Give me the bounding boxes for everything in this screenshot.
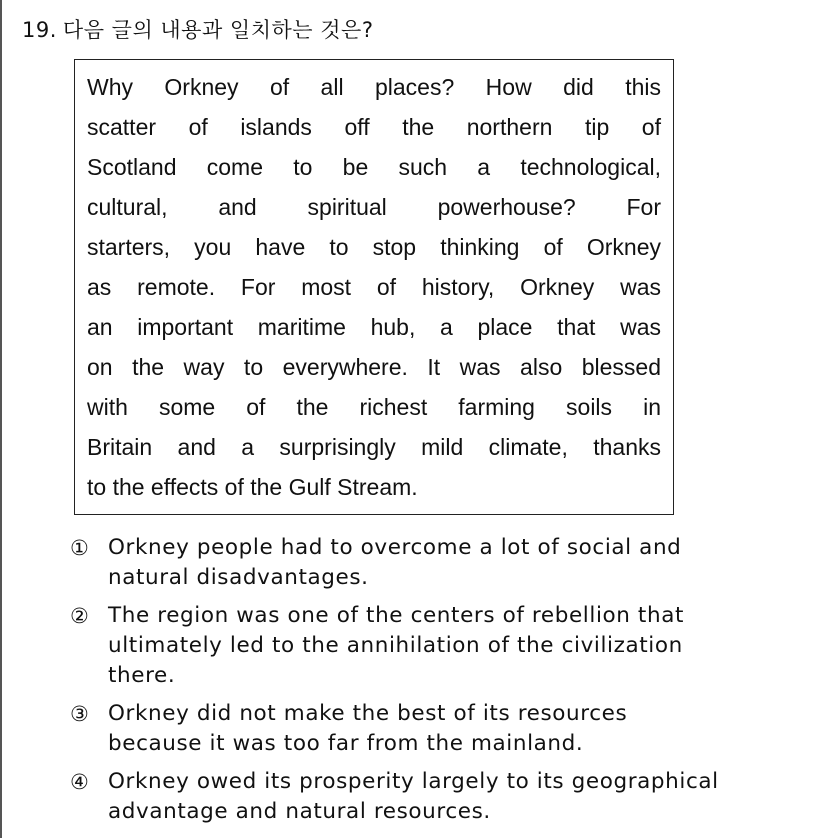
choice-text-line: Orkney people had to overcome a lot of social and (108, 535, 682, 560)
question-header (22, 14, 373, 44)
choice-text-line: natural disadvantages. (108, 565, 369, 590)
choice-text-line: ultimately led to the annihilation of the civilization (108, 633, 683, 658)
passage-line: to the effects of the Gulf Stream. (87, 474, 418, 500)
passage-line: scatter of islands off the northern tip of (87, 114, 661, 140)
choice-text-line: Orkney owed its prosperity largely to its geographical (108, 769, 719, 794)
question-number: 19. (22, 18, 57, 42)
passage-line: Why Orkney of all places? How did this (87, 74, 661, 100)
passage-line: starters, you have to stop thinking of Orkney (87, 234, 661, 260)
passage-line: Scotland come to be such a technological, (87, 154, 661, 180)
page-border-left (0, 0, 2, 838)
choice-text-line: because it was too far from the mainland. (108, 731, 584, 756)
passage-line: on the way to everywhere. It was also blessed (87, 354, 661, 380)
choice-text-line: there. (108, 663, 176, 688)
choice-1[interactable] (70, 533, 790, 593)
passage-line: as remote. For most of history, Orkney was (87, 274, 661, 300)
answer-choices (70, 533, 790, 835)
passage-line: Britain and a surprisingly mild climate, thanks (87, 434, 661, 460)
choice-3[interactable] (70, 699, 790, 759)
choice-marker: ② (70, 604, 90, 628)
choice-text-line: The region was one of the centers of rebellion that (108, 603, 684, 628)
choice-marker: ④ (70, 770, 90, 794)
passage-line: with some of the richest farming soils in (87, 394, 661, 420)
choice-2[interactable] (70, 601, 790, 691)
choice-text-line: Orkney did not make the best of its resources (108, 701, 628, 726)
passage-line: an important maritime hub, a place that was (87, 314, 661, 340)
question-prompt: 다음 글의 내용과 일치하는 것은? (62, 18, 374, 42)
choice-4[interactable] (70, 767, 790, 827)
passage-line: cultural, and spiritual powerhouse? For (87, 194, 661, 220)
choice-text-line: advantage and natural resources. (108, 799, 491, 824)
choice-marker: ① (70, 536, 90, 560)
choice-marker: ③ (70, 702, 90, 726)
passage-box (74, 59, 674, 515)
